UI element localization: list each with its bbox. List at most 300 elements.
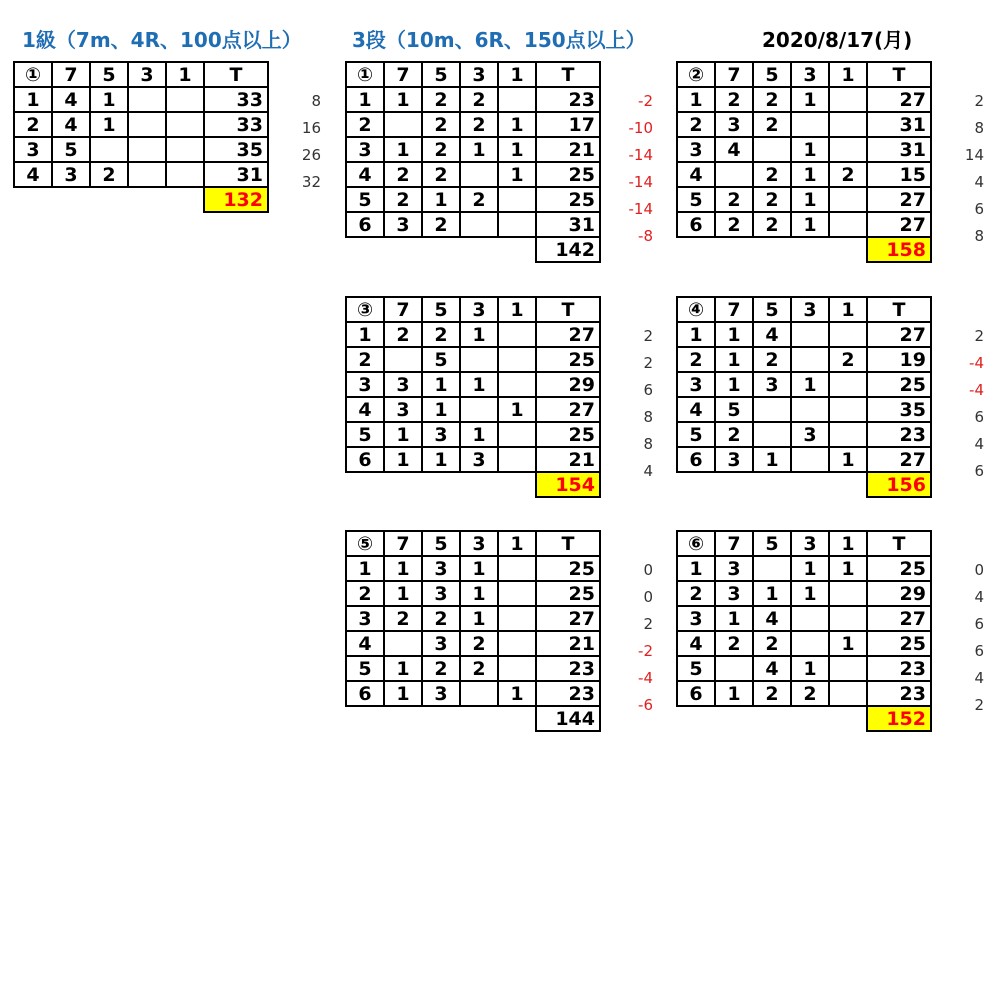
round-total: 31 [867,137,931,162]
hit-count-cell: 2 [753,187,791,212]
hit-count-cell: 2 [384,162,422,187]
round-total: 29 [867,581,931,606]
round-number: 5 [346,187,384,212]
hit-count-cell: 2 [384,187,422,212]
blank-cell [422,237,460,262]
round-total: 25 [536,556,600,581]
hit-count-cell [753,556,791,581]
round-total: 27 [867,87,931,112]
header-cell: 7 [715,62,753,87]
cumulative-diff: -14 [628,146,653,164]
hit-count-cell [460,397,498,422]
blank-cell [460,472,498,497]
hit-count-cell [753,137,791,162]
hit-count-cell: 1 [90,87,128,112]
hit-count-cell: 4 [753,606,791,631]
round-number: 4 [677,397,715,422]
header-cell: T [204,62,268,87]
blank-cell [498,706,536,731]
round-row [677,112,931,137]
hit-count-cell: 1 [384,447,422,472]
hit-count-cell: 1 [90,112,128,137]
round-number: 1 [14,87,52,112]
round-row [677,162,931,187]
round-number: 5 [346,656,384,681]
hit-count-cell: 1 [384,656,422,681]
round-row [677,87,931,112]
header-cell: 7 [384,531,422,556]
score-table-1 [13,61,321,213]
header-cell: 3 [460,531,498,556]
hit-count-cell: 1 [498,162,536,187]
hit-count-cell: 1 [384,137,422,162]
hit-count-cell: 3 [422,581,460,606]
hit-count-cell: 3 [422,681,460,706]
round-row [346,631,600,656]
round-row [677,137,931,162]
header-cell: 7 [52,62,90,87]
header-cell: ⑥ [677,531,715,556]
round-number: 6 [346,447,384,472]
total-row [14,187,268,212]
hit-count-cell [715,162,753,187]
round-row [677,447,931,472]
score-table-3 [676,61,984,263]
round-number: 2 [677,112,715,137]
hit-count-cell: 2 [753,212,791,237]
hit-count-cell: 2 [384,322,422,347]
round-total: 31 [867,112,931,137]
hit-count-cell: 1 [498,112,536,137]
blank-cell [791,706,829,731]
round-number: 6 [677,681,715,706]
hit-count-cell: 1 [715,606,753,631]
header-row [346,531,600,556]
round-total: 27 [536,322,600,347]
hit-count-cell: 1 [384,556,422,581]
header-cell: 3 [791,531,829,556]
round-total: 27 [536,606,600,631]
blank-cell [460,706,498,731]
round-number: 3 [14,137,52,162]
round-row [14,112,268,137]
round-total: 29 [536,372,600,397]
blank-cell [498,472,536,497]
hit-count-cell: 2 [715,422,753,447]
hit-count-cell [498,422,536,447]
round-total: 15 [867,162,931,187]
hit-count-cell: 2 [460,187,498,212]
header-cell: T [867,531,931,556]
round-total: 25 [536,187,600,212]
round-total: 27 [867,447,931,472]
hit-count-cell: 1 [715,681,753,706]
hit-count-cell: 3 [715,581,753,606]
hit-count-cell: 3 [384,397,422,422]
score-grid [345,61,601,263]
hit-count-cell: 2 [422,162,460,187]
score-grid [676,296,932,498]
hit-count-cell [128,87,166,112]
blank-cell [422,706,460,731]
cumulative-diff: 2 [974,696,984,714]
hit-count-cell [791,322,829,347]
cumulative-diff-column [940,61,984,250]
blank-cell [753,237,791,262]
blank-cell [384,706,422,731]
cumulative-diff-column [940,530,984,719]
hit-count-cell [791,631,829,656]
hit-count-cell: 1 [460,322,498,347]
header-cell: 5 [753,297,791,322]
round-number: 4 [346,397,384,422]
header-cell: T [867,297,931,322]
hit-count-cell [829,372,867,397]
hit-count-cell [460,347,498,372]
hit-count-cell: 2 [715,187,753,212]
hit-count-cell [829,656,867,681]
round-total: 27 [867,606,931,631]
round-number: 1 [346,87,384,112]
blank-cell [422,472,460,497]
round-row [677,322,931,347]
cumulative-diff-column [940,296,984,485]
hit-count-cell [498,322,536,347]
hit-count-cell: 1 [498,137,536,162]
round-row [14,137,268,162]
hit-count-cell: 1 [753,447,791,472]
header-row [346,297,600,322]
header-cell: 7 [715,297,753,322]
grand-total: 154 [536,472,600,497]
hit-count-cell [829,581,867,606]
round-total: 23 [536,656,600,681]
header-cell: 3 [460,297,498,322]
round-number: 4 [677,631,715,656]
round-number: 6 [677,212,715,237]
hit-count-cell: 3 [422,422,460,447]
round-row [346,556,600,581]
round-row [677,422,931,447]
hit-count-cell: 2 [753,112,791,137]
header-cell: 5 [753,531,791,556]
round-row [14,162,268,187]
hit-count-cell: 2 [753,162,791,187]
round-number: 5 [677,656,715,681]
hit-count-cell: 1 [384,681,422,706]
header-cell: 7 [384,62,422,87]
hit-count-cell [128,162,166,187]
hit-count-cell: 1 [753,581,791,606]
round-row [677,212,931,237]
cumulative-diff: 8 [311,92,321,110]
hit-count-cell [460,681,498,706]
header-cell: 3 [791,62,829,87]
round-total: 21 [536,137,600,162]
header-cell: 1 [498,531,536,556]
hit-count-cell: 2 [90,162,128,187]
cumulative-diff: -4 [969,354,984,372]
header-cell: 5 [753,62,791,87]
hit-count-cell: 1 [791,581,829,606]
round-row [346,347,600,372]
hit-count-cell [166,137,204,162]
hit-count-cell: 1 [422,187,460,212]
header-cell: 3 [460,62,498,87]
header-cell: 1 [829,531,867,556]
score-table-5 [676,296,984,498]
blank-cell [791,472,829,497]
cumulative-diff-column [609,296,653,485]
hit-count-cell: 1 [791,656,829,681]
hit-count-cell [829,187,867,212]
score-grid [676,530,932,732]
hit-count-cell [829,212,867,237]
round-number: 3 [677,137,715,162]
hit-count-cell: 1 [791,212,829,237]
cumulative-diff: -14 [628,200,653,218]
cumulative-diff-column [277,61,321,196]
round-row [346,372,600,397]
round-row [346,187,600,212]
blank-cell [498,237,536,262]
score-grid [13,61,269,213]
header-cell: ② [677,62,715,87]
hit-count-cell: 2 [384,606,422,631]
hit-count-cell: 4 [753,322,791,347]
cumulative-diff: 8 [974,119,984,137]
hit-count-cell: 1 [791,556,829,581]
hit-count-cell: 5 [422,347,460,372]
hit-count-cell: 3 [384,372,422,397]
cumulative-diff: 14 [964,146,984,164]
blank-cell [166,187,204,212]
hit-count-cell: 2 [829,162,867,187]
round-row [346,656,600,681]
round-row [677,581,931,606]
round-total: 17 [536,112,600,137]
hit-count-cell: 2 [422,87,460,112]
header-cell: 3 [791,297,829,322]
round-number: 3 [346,137,384,162]
round-row [677,606,931,631]
hit-count-cell [753,422,791,447]
hit-count-cell: 4 [52,112,90,137]
hit-count-cell: 1 [791,372,829,397]
blank-cell [384,472,422,497]
hit-count-cell [791,397,829,422]
score-table-6 [345,530,653,732]
header-cell: 1 [166,62,204,87]
hit-count-cell: 1 [829,556,867,581]
hit-count-cell: 1 [498,397,536,422]
round-total: 35 [204,137,268,162]
round-number: 4 [677,162,715,187]
hit-count-cell [498,606,536,631]
score-table-4 [345,296,653,498]
grand-total: 132 [204,187,268,212]
grand-total: 152 [867,706,931,731]
blank-cell [829,706,867,731]
header-cell: T [536,62,600,87]
hit-count-cell: 3 [715,447,753,472]
hit-count-cell: 3 [422,556,460,581]
round-total: 23 [536,681,600,706]
header-cell: 5 [422,297,460,322]
hit-count-cell: 5 [715,397,753,422]
round-row [677,656,931,681]
hit-count-cell [791,347,829,372]
cumulative-diff: -4 [638,669,653,687]
round-number: 3 [346,372,384,397]
hit-count-cell [829,397,867,422]
blank-cell [460,237,498,262]
hit-count-cell: 1 [829,447,867,472]
blank-cell [14,187,52,212]
hit-count-cell [166,162,204,187]
cumulative-diff: -6 [638,696,653,714]
round-total: 27 [867,212,931,237]
hit-count-cell: 3 [715,556,753,581]
header-row [677,297,931,322]
blank-cell [128,187,166,212]
blank-cell [677,472,715,497]
header-cell: ④ [677,297,715,322]
blank-cell [384,237,422,262]
cumulative-diff: 6 [974,462,984,480]
cumulative-diff: 8 [643,435,653,453]
round-row [677,347,931,372]
round-number: 1 [677,556,715,581]
blank-cell [346,472,384,497]
blank-cell [829,237,867,262]
hit-count-cell: 1 [384,581,422,606]
hit-count-cell: 2 [715,212,753,237]
hit-count-cell: 2 [422,137,460,162]
hit-count-cell [829,322,867,347]
blank-cell [677,237,715,262]
round-total: 21 [536,447,600,472]
total-row [677,237,931,262]
blank-cell [677,706,715,731]
cumulative-diff-column [609,530,653,719]
round-row [346,681,600,706]
hit-count-cell: 1 [384,422,422,447]
hit-count-cell [498,87,536,112]
hit-count-cell: 1 [460,581,498,606]
round-total: 31 [536,212,600,237]
total-row [346,706,600,731]
round-row [346,581,600,606]
hit-count-cell [829,606,867,631]
cumulative-diff: 2 [974,327,984,345]
round-number: 3 [677,606,715,631]
cumulative-diff: 6 [974,408,984,426]
hit-count-cell: 1 [715,372,753,397]
hit-count-cell: 3 [715,112,753,137]
hit-count-cell: 2 [791,681,829,706]
blank-cell [715,706,753,731]
cumulative-diff: 4 [643,462,653,480]
hit-count-cell: 2 [715,87,753,112]
hit-count-cell: 2 [829,347,867,372]
round-row [677,556,931,581]
round-number: 2 [346,347,384,372]
grand-total: 158 [867,237,931,262]
round-row [346,212,600,237]
round-row [346,397,600,422]
hit-count-cell [498,372,536,397]
hit-count-cell [384,347,422,372]
hit-count-cell: 2 [715,631,753,656]
hit-count-cell: 3 [753,372,791,397]
hit-count-cell: 3 [52,162,90,187]
round-total: 33 [204,112,268,137]
blank-cell [753,706,791,731]
round-total: 25 [536,347,600,372]
hit-count-cell: 1 [460,422,498,447]
round-total: 19 [867,347,931,372]
blank-cell [829,472,867,497]
header-cell: ⑤ [346,531,384,556]
hit-count-cell: 4 [753,656,791,681]
round-row [346,322,600,347]
hit-count-cell [829,112,867,137]
hit-count-cell: 1 [791,187,829,212]
cumulative-diff: 0 [643,561,653,579]
round-total: 31 [204,162,268,187]
round-total: 35 [867,397,931,422]
hit-count-cell: 2 [460,656,498,681]
hit-count-cell: 1 [422,372,460,397]
hit-count-cell: 3 [791,422,829,447]
round-row [346,112,600,137]
round-total: 23 [536,87,600,112]
round-row [346,87,600,112]
round-number: 1 [346,556,384,581]
header-cell: 3 [128,62,166,87]
header-cell: 5 [422,62,460,87]
hit-count-cell: 2 [422,606,460,631]
cumulative-diff: 2 [643,354,653,372]
cumulative-diff: -2 [638,92,653,110]
hit-count-cell: 2 [753,681,791,706]
round-row [346,606,600,631]
cumulative-diff: 8 [643,408,653,426]
cumulative-diff: 4 [974,173,984,191]
header-cell: 1 [498,62,536,87]
header-row [346,62,600,87]
hit-count-cell: 1 [829,631,867,656]
blank-cell [90,187,128,212]
hit-count-cell [791,447,829,472]
date-label: 2020/8/17(月) [762,28,913,52]
round-row [14,87,268,112]
cumulative-diff: -10 [628,119,653,137]
hit-count-cell [498,656,536,681]
hit-count-cell: 4 [715,137,753,162]
round-number: 2 [677,581,715,606]
cumulative-diff: 4 [974,588,984,606]
cumulative-diff: 4 [974,435,984,453]
round-total: 27 [536,397,600,422]
round-number: 2 [346,112,384,137]
hit-count-cell: 1 [460,556,498,581]
hit-count-cell [498,447,536,472]
cumulative-diff: -14 [628,173,653,191]
round-number: 6 [346,212,384,237]
round-row [677,397,931,422]
